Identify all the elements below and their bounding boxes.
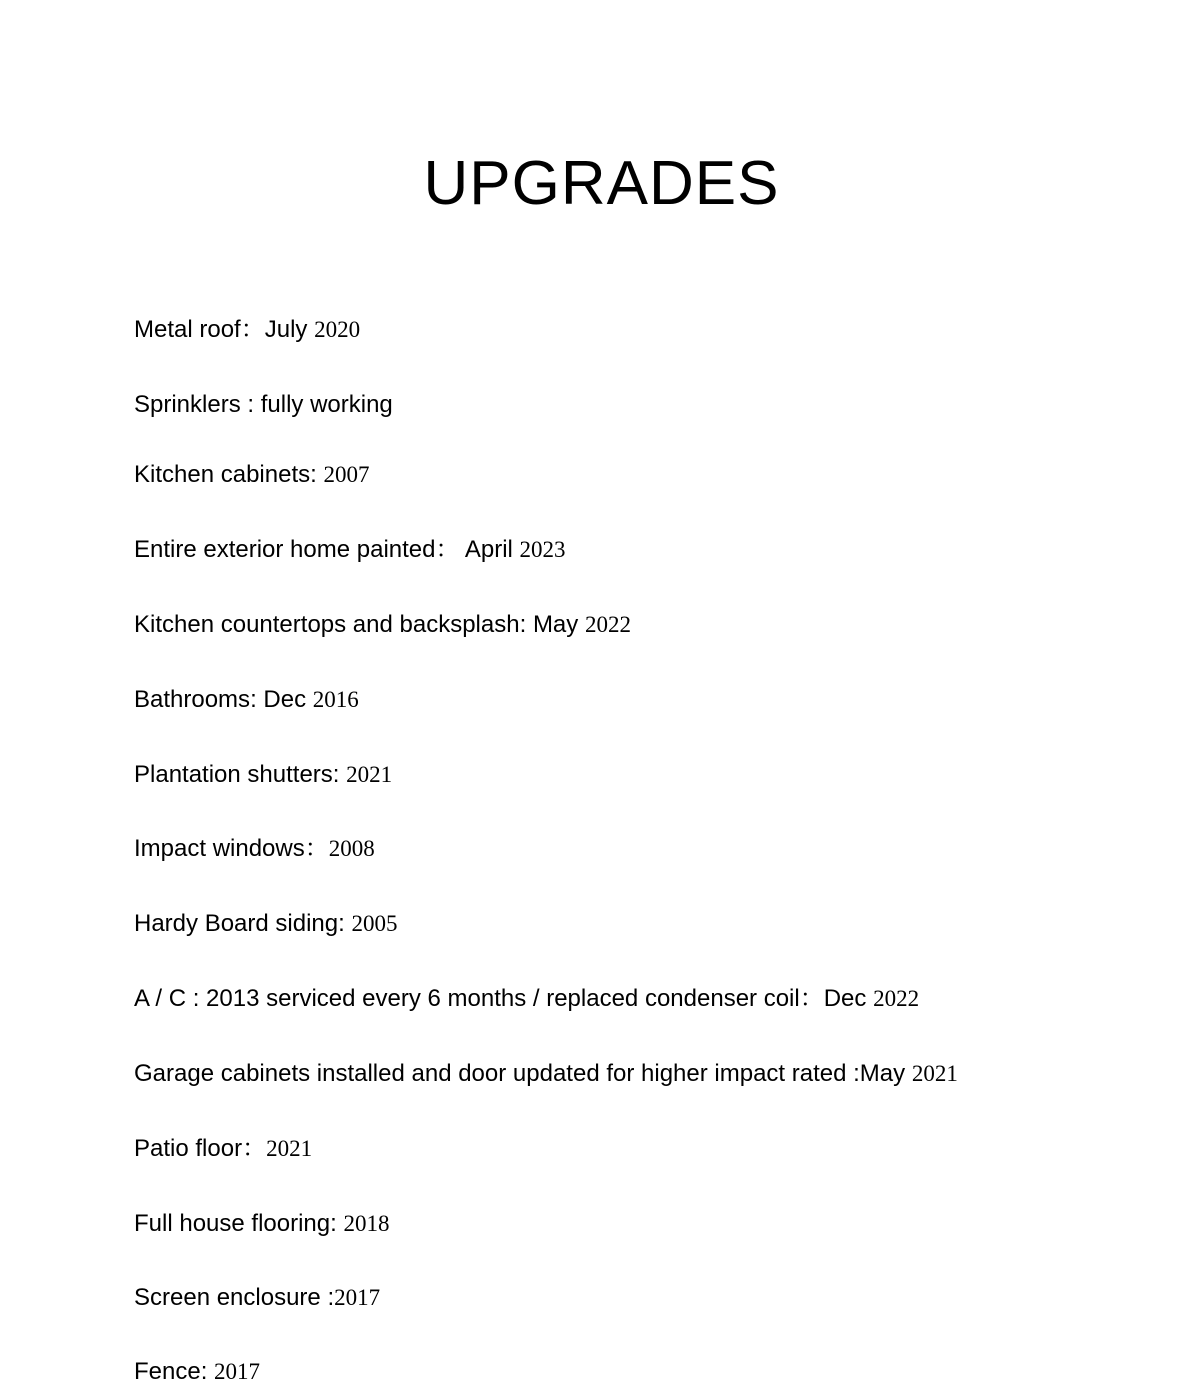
item-year: 2017	[214, 1359, 261, 1384]
item-label: Entire exterior home painted	[134, 536, 436, 563]
item-label: Garage cabinets installed and door updated for higher impact rated	[134, 1060, 854, 1087]
list-item	[134, 390, 393, 420]
item-label: A / C	[134, 985, 187, 1012]
page-title: UPGRADES	[423, 149, 780, 218]
item-separator: :	[200, 1358, 215, 1385]
list-item	[134, 1209, 389, 1239]
list-item	[134, 685, 359, 715]
item-value: April	[459, 536, 520, 563]
item-separator: ：	[242, 1135, 267, 1162]
list-item	[134, 1059, 958, 1089]
item-year: 2022	[584, 612, 631, 637]
item-separator: :	[330, 1210, 344, 1237]
item-separator: :	[338, 910, 352, 937]
item-year: 2021	[911, 1061, 958, 1086]
item-year: 2018	[343, 1211, 390, 1236]
item-label: Hardy Board siding	[134, 910, 339, 937]
item-year: 2021	[266, 1136, 313, 1161]
item-separator: ：	[435, 536, 460, 563]
list-item	[134, 535, 566, 565]
list-item	[134, 460, 369, 490]
item-label: Fence	[134, 1358, 201, 1385]
item-year: 2017	[334, 1285, 381, 1310]
item-label: Impact windows	[134, 835, 305, 862]
item-value: 2013 serviced every 6 months / replaced condenser coil：Dec	[206, 985, 874, 1012]
item-separator: :	[327, 1284, 335, 1311]
item-year: 2020	[314, 317, 361, 342]
item-year: 2007	[323, 462, 370, 487]
list-item	[134, 984, 919, 1014]
item-label: Patio floor	[134, 1135, 243, 1162]
item-label: Bathrooms	[134, 686, 251, 713]
item-year: 2023	[519, 537, 566, 562]
item-label: Kitchen countertops and backsplash	[134, 611, 520, 638]
list-item	[134, 1134, 312, 1164]
item-year: 2005	[351, 911, 398, 936]
list-item	[134, 610, 631, 640]
list-item	[134, 909, 397, 939]
list-item	[134, 315, 360, 345]
item-separator: ：	[304, 835, 329, 862]
item-value: May	[532, 611, 585, 638]
item-value: May	[859, 1060, 912, 1087]
item-label: Full house flooring	[134, 1210, 331, 1237]
list-item	[134, 1283, 380, 1313]
item-separator: ：	[240, 316, 265, 343]
item-value: Dec	[263, 686, 313, 713]
list-item	[134, 1357, 260, 1387]
item-separator: :	[250, 686, 264, 713]
item-label: Sprinklers	[134, 391, 241, 418]
item-year: 2016	[312, 687, 359, 712]
item-label: Metal roof	[134, 316, 241, 343]
item-separator: :	[310, 461, 324, 488]
item-separator: :	[332, 761, 347, 788]
item-year: 2021	[346, 762, 393, 787]
item-label: Kitchen cabinets	[134, 461, 311, 488]
item-label: Plantation shutters	[134, 761, 333, 788]
item-separator: :	[240, 391, 261, 418]
list-item	[134, 760, 392, 790]
item-value: July	[264, 316, 315, 343]
item-value: fully working	[260, 391, 393, 418]
item-separator: :	[186, 985, 207, 1012]
item-separator: :	[853, 1060, 860, 1087]
list-item	[134, 834, 375, 864]
item-year: 2022	[873, 986, 920, 1011]
item-label: Screen enclosure	[134, 1284, 328, 1311]
item-year: 2008	[328, 836, 375, 861]
item-separator: :	[519, 611, 533, 638]
